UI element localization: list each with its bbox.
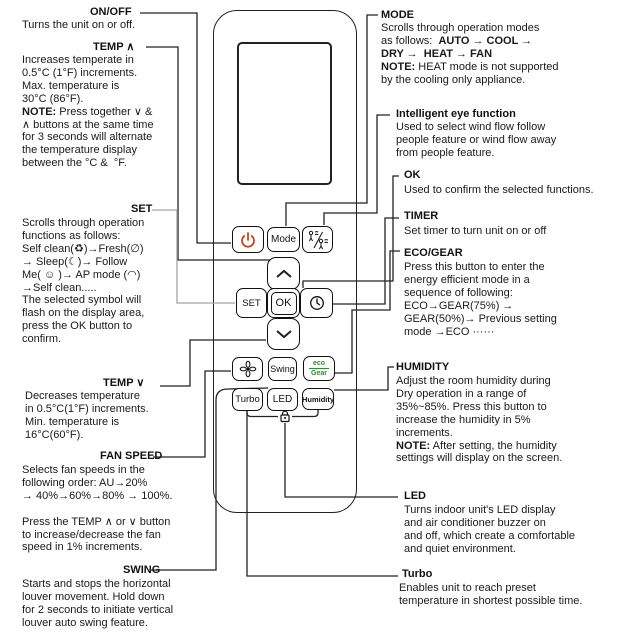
swing-button xyxy=(268,357,297,381)
temp-down-button xyxy=(267,318,300,350)
ok-button-ring xyxy=(271,292,297,315)
mode-button-label: Mode xyxy=(270,234,296,245)
label-eye: Intelligent eye function xyxy=(396,108,516,120)
label-led: LED xyxy=(404,490,426,502)
fan-icon xyxy=(239,360,257,378)
label-timer: TIMER xyxy=(404,210,439,222)
text-mode: Scrolls through operation modes as follows: AUTO → COOL → DRY → HEAT → FAN NOTE: HEAT mode is not supported by the cooling only appliance. xyxy=(381,22,559,86)
eco-label-bottom: Gear xyxy=(311,369,327,377)
fan-speed-button xyxy=(232,357,263,381)
label-mode: MODE xyxy=(381,9,414,21)
label-on-off: ON/OFF xyxy=(90,6,132,18)
turbo-button-label: Turbo xyxy=(235,394,260,405)
mode-button xyxy=(267,227,300,252)
label-humidity: HUMIDITY xyxy=(396,361,450,373)
text-ok: Used to confirm the selected functions. xyxy=(404,184,594,196)
text-temp-down: Decreases temperature in 0.5°C(1°F) increments. Min. temperature is 16°C(60°F). xyxy=(25,390,149,441)
text-temp-up: Increases temperate in 0.5°C (1°F) increments. Max. temperature is 30°C (86°F). NOTE: Press together ∨ & ∧ buttons at the same time for 3 seconds will alternate the temperature display between the °C & °F. xyxy=(22,54,154,170)
power-button xyxy=(232,226,264,253)
label-ok: OK xyxy=(404,169,421,181)
ok-button-label: OK xyxy=(275,297,292,309)
timer-clock-icon xyxy=(308,294,326,312)
remote-display-screen xyxy=(237,42,332,185)
led-button-label: LED xyxy=(272,394,293,405)
eco-label-top: eco xyxy=(312,359,326,367)
turbo-button xyxy=(232,388,263,411)
text-eco-gear: Press this button to enter the energy efficient mode in a sequence of following: ECO→GEAR(75%) → GEAR(50%)→ Previous setting mode →ECO ······ xyxy=(404,261,557,338)
humidity-button xyxy=(302,388,334,410)
text-fan-speed: Selects fan speeds in the following order: AU→20% → 40%→60%→80% → 100%. Press the TEMP ∧ or ∨ button to increase/decrease the fan speed in 1% increments. xyxy=(22,464,173,554)
led-button xyxy=(267,388,298,411)
ok-button xyxy=(267,288,300,318)
chevron-down-icon xyxy=(273,328,295,340)
swing-button-label: Swing xyxy=(270,364,295,374)
timer-button xyxy=(300,288,333,318)
label-temp-up: TEMP ∧ xyxy=(93,41,135,53)
text-timer: Set timer to turn unit on or off xyxy=(404,225,547,237)
label-set: SET xyxy=(131,203,153,215)
text-swing: Starts and stops the horizontal louver movement. Hold down for 2 seconds to initiate vertical louver auto swing feature. xyxy=(22,578,174,629)
label-turbo: Turbo xyxy=(402,568,433,580)
label-temp-down: TEMP ∨ xyxy=(103,377,145,389)
eco-gear-button-label xyxy=(309,360,329,378)
text-humidity: Adjust the room humidity during Dry operation in a range of 35%~85%. Press this button to increase the humidity in 5% increments. NOTE: After setting, the humidity settings will display on the screen. xyxy=(396,375,563,465)
label-fan-speed: FAN SPEED xyxy=(100,450,163,462)
text-led: Turns indoor unit's LED display and air conditioner buzzer on and off, which create a comfortable and quiet environment. xyxy=(404,504,576,555)
humidity-button-label: Humidity xyxy=(301,394,335,404)
eco-gear-button xyxy=(303,356,335,381)
set-button xyxy=(236,288,267,318)
temp-up-button xyxy=(267,257,300,290)
set-button-label: SET xyxy=(242,297,261,309)
label-eco-gear: ECO/GEAR xyxy=(404,247,463,259)
intelligent-eye-icon xyxy=(306,229,330,251)
power-icon xyxy=(238,230,258,250)
chevron-up-icon xyxy=(273,268,295,280)
text-eye: Used to select wind flow follow people feature or wind flow away from people feature. xyxy=(396,121,557,159)
label-swing: SWING xyxy=(123,564,161,576)
text-set: Scrolls through operation functions as follows: Self clean(♻)→Fresh(∅) → Sleep(☾)→ Follow Me( ☺ )→ AP mode (◠) →Self clean..... The selected symbol will flash on the display area, press the OK button to confirm. xyxy=(22,217,145,346)
text-on-off: Turns the unit on or off. xyxy=(22,19,136,31)
intelligent-eye-button xyxy=(302,226,333,253)
text-turbo: Enables unit to reach preset temperature in shortest possible time. xyxy=(399,582,583,607)
